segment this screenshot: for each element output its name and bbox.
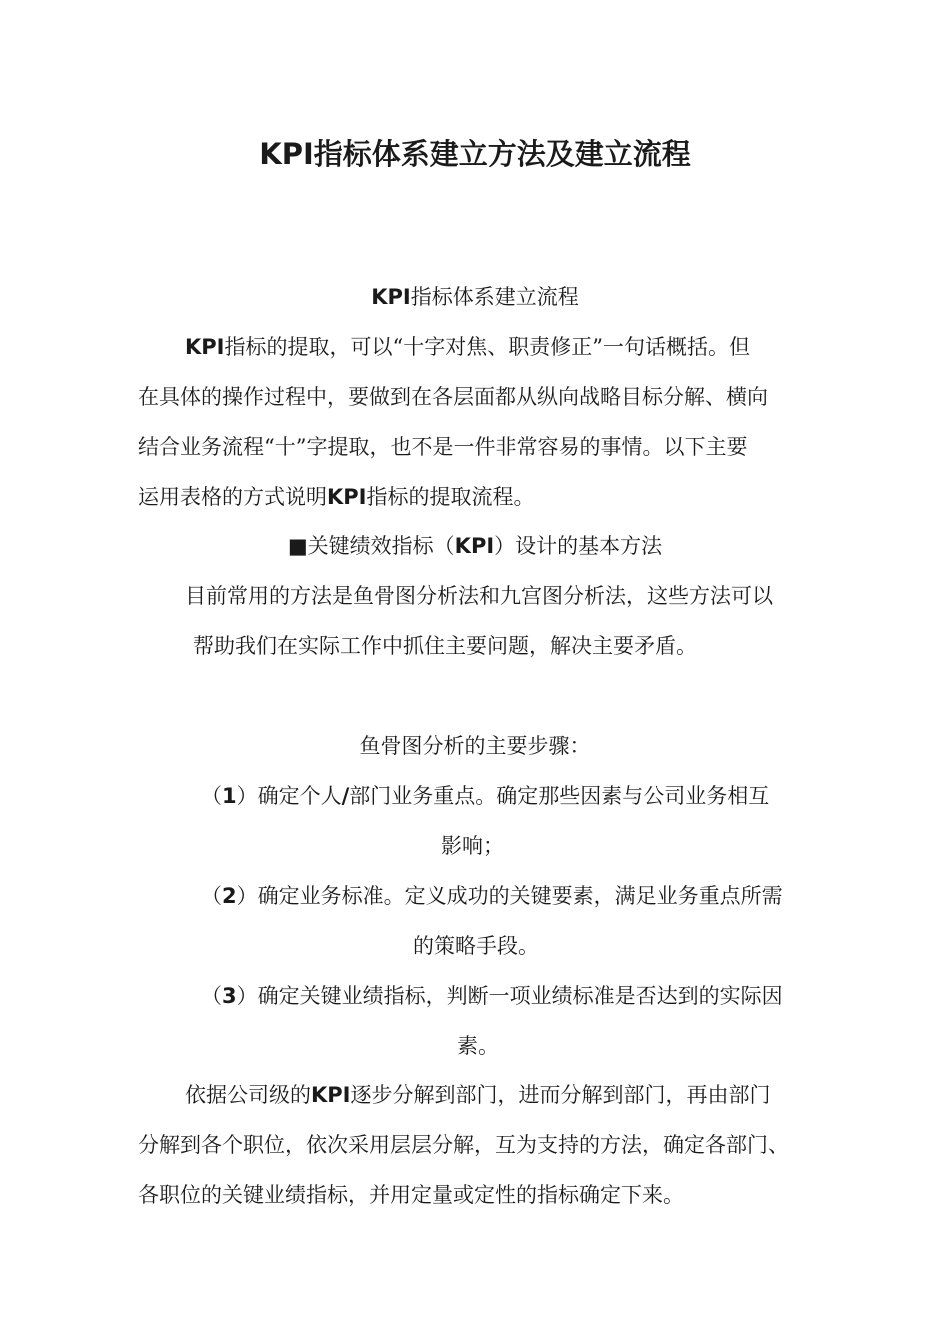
step-2-open: （ xyxy=(201,884,222,908)
step-2-text: 确定业务标准。定义成功的关键要素，满足业务重点所需 xyxy=(257,884,783,908)
intro-line-3: 结合业务流程“十”字提取，也不是一件非常容易的事情。以下主要 xyxy=(138,435,748,459)
intro-line-2: 在具体的操作过程中，要做到在各层面都从纵向战略目标分解、横向 xyxy=(138,385,768,409)
step-1-text-after: 部门业务重点。确定那些因素与公司业务相互 xyxy=(349,784,770,808)
step-2-line-2: 的策略手段。 xyxy=(413,934,539,958)
step-2-number: 2 xyxy=(222,884,237,908)
fishbone-heading: 鱼骨图分析的主要步骤： xyxy=(359,734,591,758)
step-3-close: ） xyxy=(236,984,258,1008)
step-3-line-1 xyxy=(201,981,783,1011)
intro-line-4-after: 指标的提取流程。 xyxy=(366,485,535,509)
step-1-number: 1 xyxy=(222,784,237,808)
step-3-text: 确定关键业绩指标，判断一项业绩标准是否达到的实际因 xyxy=(257,984,783,1008)
closing-line-1-after: 逐步分解到部门，进而分解到部门，再由部门 xyxy=(350,1083,771,1107)
document-title xyxy=(0,134,950,174)
step-3-number: 3 xyxy=(222,984,237,1008)
section-heading xyxy=(0,282,950,312)
step-1-line-2: 影响； xyxy=(441,834,504,858)
step-1-line-1 xyxy=(201,781,769,811)
section-heading-kpi: KPI xyxy=(371,285,411,309)
step-3-line-2: 素。 xyxy=(457,1034,499,1058)
method-heading-before: ■关键绩效指标（ xyxy=(287,534,455,558)
method-heading xyxy=(0,531,950,561)
step-2-close: ） xyxy=(236,884,258,908)
intro-line-1-text: 指标的提取，可以“十字对焦、职责修正”一句话概括。但 xyxy=(224,335,750,359)
step-1-open: （ xyxy=(201,784,222,808)
intro-line-1 xyxy=(185,332,750,362)
step-1-slash: / xyxy=(341,784,350,808)
method-heading-kpi: KPI xyxy=(454,534,495,558)
closing-line-1-before: 依据公司级的 xyxy=(185,1083,311,1107)
intro-line-4-before: 运用表格的方式说明 xyxy=(138,485,327,509)
intro-line-1-kpi: KPI xyxy=(185,335,225,359)
method-heading-after: ）设计的基本方法 xyxy=(494,534,663,558)
intro-line-4 xyxy=(138,482,534,512)
method-para-line-1: 目前常用的方法是鱼骨图分析法和九宫图分析法，这些方法可以 xyxy=(185,584,773,608)
intro-line-4-kpi: KPI xyxy=(327,485,367,509)
title-kpi: KPI xyxy=(259,137,314,171)
closing-line-1-kpi: KPI xyxy=(311,1083,351,1107)
closing-line-3: 各职位的关键业绩指标，并用定量或定性的指标确定下来。 xyxy=(138,1183,684,1207)
step-1-text-before: 确定个人 xyxy=(257,784,342,808)
closing-line-2: 分解到各个职位，依次采用层层分解，互为支持的方法，确定各部门、 xyxy=(138,1133,789,1157)
step-2-line-1 xyxy=(201,881,783,911)
step-1-close: ） xyxy=(236,784,258,808)
step-3-open: （ xyxy=(201,984,222,1008)
section-heading-text: 指标体系建立流程 xyxy=(410,285,579,309)
method-para-line-2: 帮助我们在实际工作中抓住主要问题，解决主要矛盾。 xyxy=(193,634,697,658)
closing-line-1 xyxy=(185,1080,770,1110)
title-text: 指标体系建立方法及建立流程 xyxy=(313,137,691,171)
